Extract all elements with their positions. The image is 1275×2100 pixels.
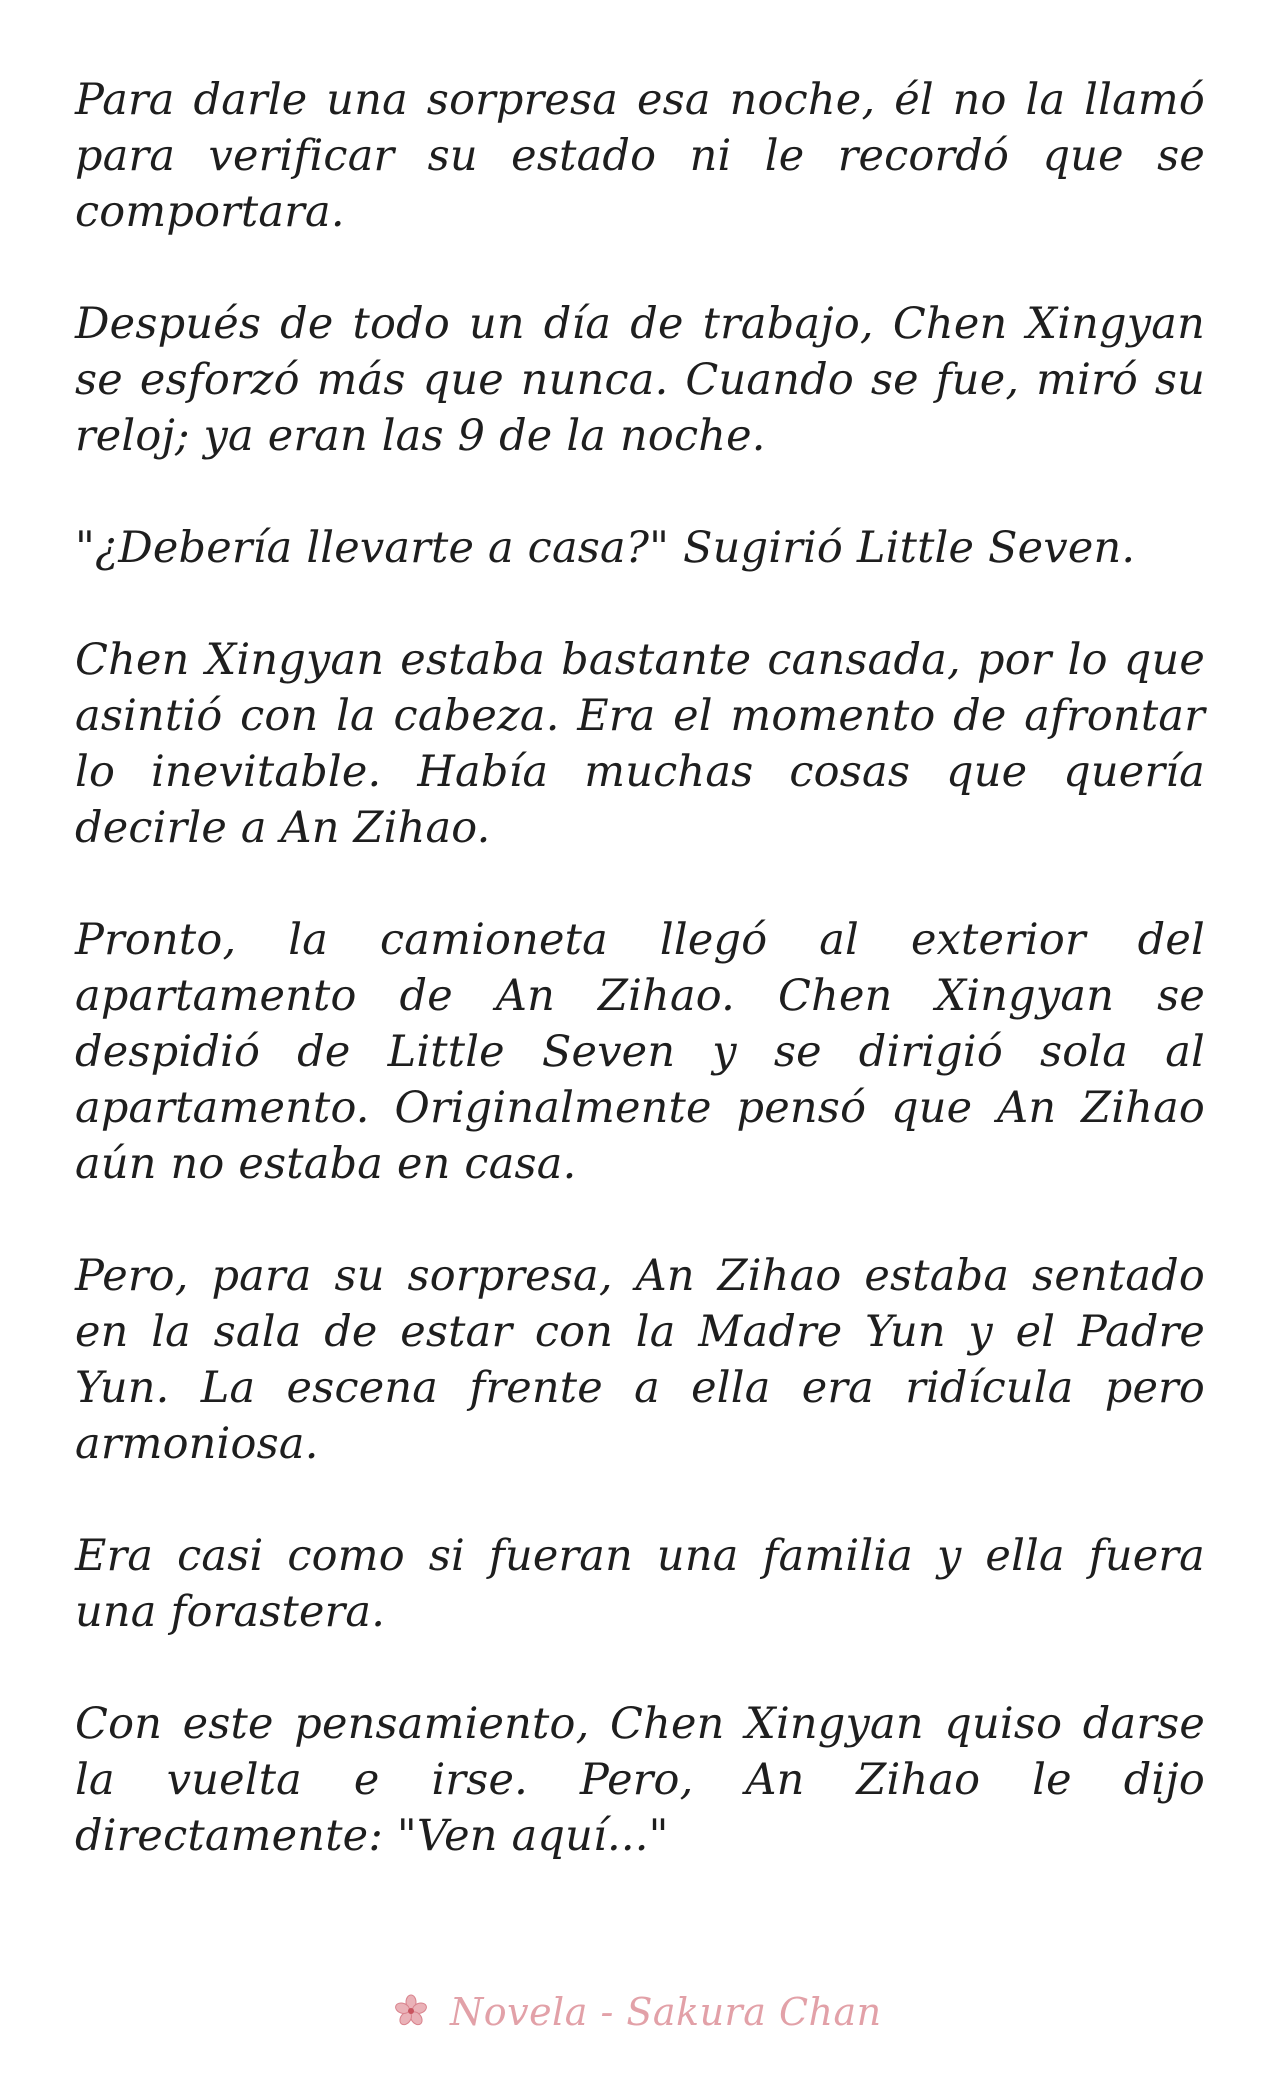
- paragraph: Pero, para su sorpresa, An Zihao estaba sentado en la sala de estar con la Madre Yun y el Padre Yun. La escena frente a ella era ridícula pero armoniosa.: [75, 1251, 1205, 1469]
- cherry-blossom-icon: [393, 1993, 429, 2038]
- paragraph: Con este pensamiento, Chen Xingyan quiso darse la vuelta e irse. Pero, An Zihao le dijo directamente: "Ven aquí...": [75, 1699, 1205, 1861]
- paragraph: Pronto, la camioneta llegó al exterior del apartamento de An Zihao. Chen Xingyan se despidió de Little Seven y se dirigió sola al apartamento. Originalmente pensó que An Zihao aún no estaba en casa.: [75, 915, 1205, 1189]
- paragraph: Era casi como si fueran una familia y ella fuera una forastera.: [75, 1531, 1205, 1637]
- paragraph: "¿Debería llevarte a casa?" Sugirió Little Seven.: [75, 523, 1136, 573]
- watermark: [0, 1990, 1275, 2038]
- watermark-text: Novela - Sakura Chan: [449, 1990, 882, 2034]
- paragraph: Después de todo un día de trabajo, Chen Xingyan se esforzó más que nunca. Cuando se fue, miró su reloj; ya eran las 9 de la noche.: [75, 299, 1205, 461]
- document-body: [75, 72, 1205, 1920]
- paragraph: Chen Xingyan estaba bastante cansada, por lo que asintió con la cabeza. Era el momento de afrontar lo inevitable. Había muchas cosas que quería decirle a An Zihao.: [75, 635, 1205, 853]
- paragraph: Para darle una sorpresa esa noche, él no la llamó para verificar su estado ni le recordó que se comportara.: [75, 75, 1205, 237]
